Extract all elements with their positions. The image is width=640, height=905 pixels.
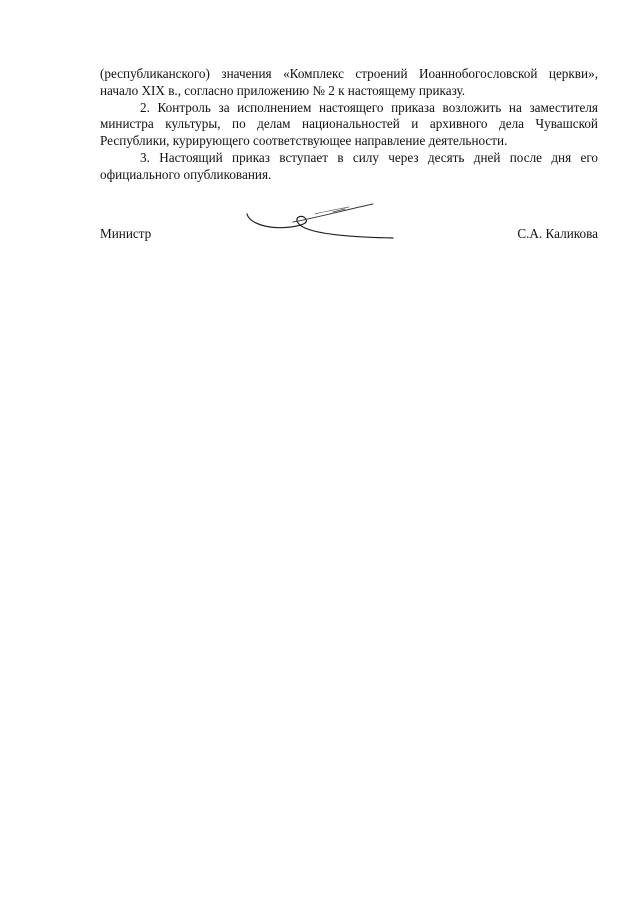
paragraph-item-3: 3. Настоящий приказ вступает в силу через десять дней после дня его официального опубликования. — [100, 149, 598, 182]
document-body — [100, 66, 598, 184]
signature-row — [100, 226, 598, 246]
signatory-title: Министр — [100, 226, 152, 241]
paragraph-continuation: (республиканского) значения «Комплекс строений Иоаннобогословской церкви», начало XIX в., согласно приложению № 2 к настоящему приказу. — [100, 66, 598, 98]
signatory-name: С.А. Каликова — [517, 226, 598, 241]
paragraph-item-2: 2. Контроль за исполнением настоящего приказа возложить на заместителя министра культуры, по делам национальностей и архивного дела Чувашской Республики, курирующего соответствующее направление деятельности. — [100, 99, 598, 149]
